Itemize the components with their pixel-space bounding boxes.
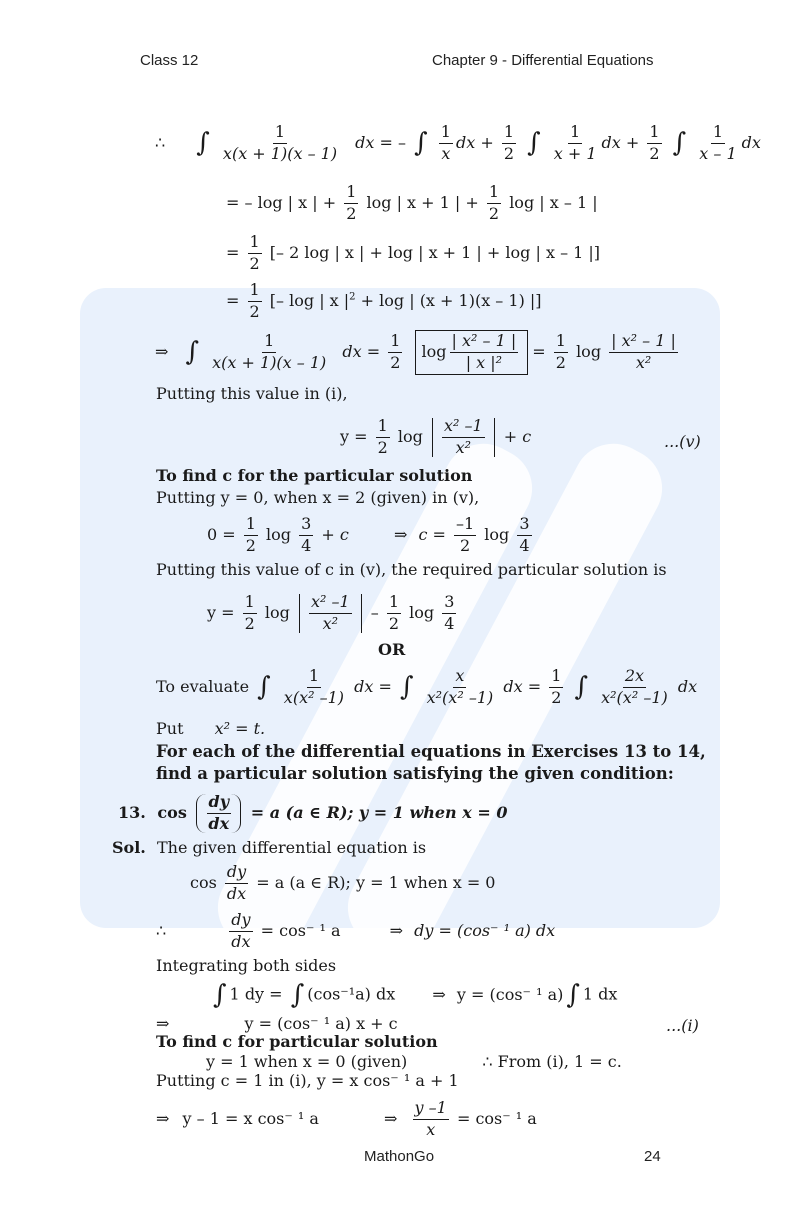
equation-find-c: 0 = $\frac{1}{2}$ log $\frac{3}{4}$ + c ⇒ c = $\frac{-1}{2}$ log $\frac{3}{4}$ (207, 514, 530, 555)
equation-line-4: = $\frac{1}{2}$ [– log | x $|^2 + \log$ | (x + 1)(x – 1) |] (226, 280, 542, 321)
page-number: 24 (644, 1148, 661, 1165)
therefore-symbol: ∴ (155, 132, 166, 152)
text-putting-y0: Putting y = 0, when x = 2 (given) in (v), (156, 488, 480, 507)
footer-brand: MathonGo (364, 1148, 435, 1165)
text-putting-c: Putting this value of c in (v), the required particular solution is (156, 560, 667, 579)
half-fraction: $\frac{1}{2}$ (503, 122, 514, 163)
solution-label: Sol. (112, 838, 146, 857)
exercise-instruction-1: For each of the differential equations in Exercises 13 to 14, (156, 742, 706, 761)
equation-line-2: = – log | x | + $\frac{1}{2}$ log | x + 1 | + $\frac{1}{2}$ log | x – 1 | (226, 182, 598, 223)
equation-dy-dx: ∴ $\frac{dy}{dx}$ = cos⁻ ¹ a ⇒ dy = (cos⁻ ¹ a) dx (156, 910, 556, 951)
equation-final: ⇒ y – 1 = x cos⁻ ¹ a ⇒ $\frac{y -1}{x}$ = cos⁻ ¹ a (156, 1098, 537, 1139)
text-given-condition: y = 1 when x = 0 (given) ∴ From (i), 1 = c. (206, 1052, 622, 1071)
fraction: $\frac{1}{x}$ (440, 122, 451, 163)
exercise-13-question: 13. cos $\frac{dy}{dx}$ = a (a ∈ R); y = 1 when x = 0 (118, 792, 508, 833)
subheading-find-c-2: To find c for particular solution (156, 1032, 438, 1051)
subheading-find-c: To find c for the particular solution (156, 466, 473, 485)
or-separator: OR (378, 640, 406, 659)
text-putting-value: Putting this value in (i), (156, 384, 348, 403)
text-integrating: Integrating both sides (156, 956, 337, 975)
equation-v: y = $\frac{1}{2}$ log $\frac{\text{x² –1}}{\text{x²}}$ + c (340, 416, 532, 457)
equation-given: cos $\frac{dy}{dx}$ = a (a ∈ R); y = 1 when x = 0 (190, 862, 496, 903)
text-put-substitution: Put x² = t. (156, 719, 266, 738)
equation-tag-v: ...(v) (664, 432, 701, 451)
integral-sign: ∫ (196, 128, 210, 159)
equation-i: ⇒ y = (cos⁻ ¹ a) x + c (156, 1014, 398, 1033)
equation-to-evaluate: To evaluate ∫ $\frac{1}{\text{x(x² –1)}}$ dx = ∫ $\frac{x}{\text{x²(x² –1)}}$ dx = $\frac{1}{2}$ ∫ $\frac{2x}{\text{x²(x² –1)}}$ dx (156, 666, 698, 707)
integral-sign: ∫ (414, 128, 428, 159)
solution-intro: Sol. The given differential equation is (112, 838, 427, 857)
equation-line-1: ∴ ∫ $\frac{1}{x(x + 1)(x - 1)}$ dx = – ∫ $\frac{1}{x}$ dx + $\frac{1}{2}$ ∫ $\frac{1}{x + 1}$ dx + $\frac{1}{2}$ ∫ $\frac{1}{x - 1}$ dx (155, 122, 761, 163)
equation-integration: ∫ 1 dy = ∫ (cos⁻¹a) dx ⇒ y = (cos⁻ ¹ a) ∫ 1 dx (213, 980, 618, 1010)
text-putting-c-1: Putting c = 1 in (i), y = x cos⁻ ¹ a + 1 (156, 1071, 459, 1090)
equation-particular-solution: y = $\frac{1}{2}$ log $\frac{\text{x² –1}}{\text{x²}}$ – $\frac{1}{2}$ log $\frac{3}{4}$ (207, 592, 455, 633)
equation-line-3: = $\frac{1}{2}$ [– 2 log | x | + log | x + 1 | + log | x – 1 |] (226, 232, 601, 273)
exercise-instruction-2: find a particular solution satisfying the given condition: (156, 764, 674, 783)
header-chapter: Chapter 9 - Differential Equations (432, 52, 654, 69)
equation-tag-i: ...(i) (666, 1016, 699, 1035)
fraction: $\frac{1}{x(x + 1)(x - 1)}$ (222, 122, 338, 163)
header-class: Class 12 (140, 52, 199, 69)
equation-line-5: ⇒ ∫ $\frac{1}{x(x + 1)(x - 1)}$ dx = $\frac{1}{2}$ log $\frac{\text{| x² – 1 |}}{\text{| x |²}}$ = $\frac{1}{2}$ log $\frac{\text{| x² – 1 |}}{\text{x²}}$ (155, 330, 681, 375)
